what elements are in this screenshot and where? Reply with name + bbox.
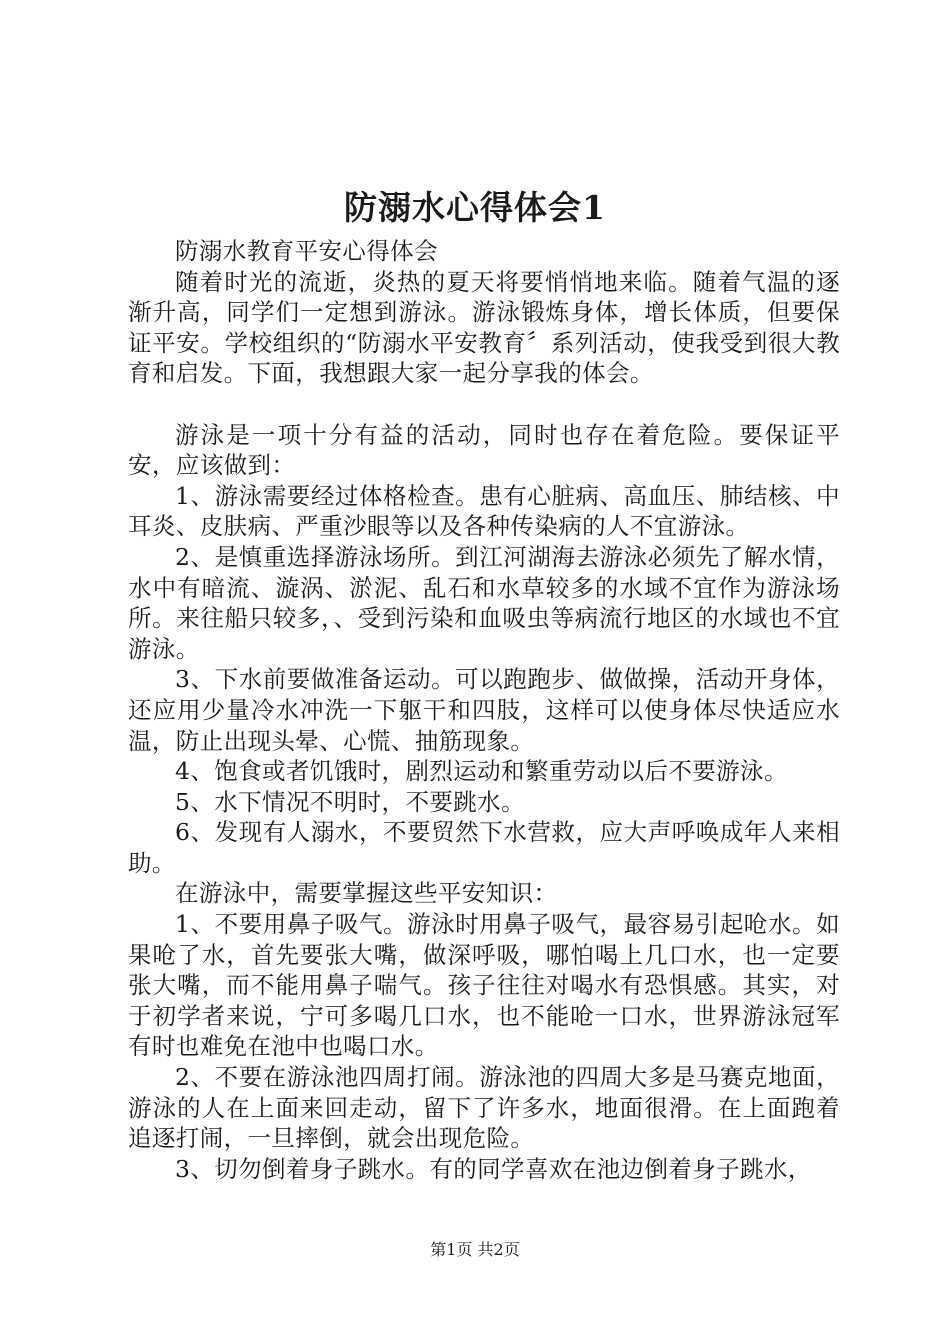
paragraph-item: 6、发现有人溺水，不要贸然下水营救，应大声呼唤成年人来相助。 [128,818,840,877]
document-body [128,236,840,1184]
paragraph-item: 4、饱食或者饥饿时，剧烈运动和繁重劳动以后不要游泳。 [175,757,788,786]
document-title: 防溺水心得体会1 [344,188,606,227]
paragraph-item: 5、水下情况不明时，不要跳水。 [175,787,525,816]
paragraph-item: 2、不要在游泳池四周打闹。游泳池的四周大多是马赛克地面，游泳的人在上面来回走动，留下了许多水，地面很滑。在上面跑着追逐打闹，一旦摔倒，就会出现危险。 [128,1063,840,1153]
paragraph-subtitle: 防溺水教育平安心得体会 [175,237,438,265]
paragraph-item: 3、切勿倒着身子跳水。有的同学喜欢在池边倒着身子跳水， [175,1154,812,1183]
paragraph-intro: 随着时光的流逝，炎热的夏天将要悄悄地来临。随着气温的逐渐升高，同学们一定想到游泳。游泳锻炼身体，增长体质，但要保证平安。学校组织的“防溺水平安教育〞系列活动，使我受到很大教育和启发。下面，我想跟大家一起分享我的体会。 [128,267,840,388]
paragraph-knowledge-lead: 在游泳中，需要掌握这些平安知识： [175,879,558,908]
paragraph-safety-lead: 游泳是一项十分有益的活动，同时也存在着危险。要保证平安，应该做到： [128,420,840,480]
page-number-footer: 第1页 共2页 [430,1240,520,1259]
paragraph-item: 1、不要用鼻子吸气。游泳时用鼻子吸气，最容易引起呛水。如果呛了水，首先要张大嘴，做深呼吸，哪怕喝上几口水，也一定要张大嘴，而不能用鼻子喘气。孩子往往对喝水有恐惧感。其实，对于初学者来说，宁可多喝几口水，也不能呛一口水，世界游泳冠军有时也难免在池中也喝口水。 [128,910,840,1061]
paragraph-item: 3、下水前要做准备运动。可以跑跑步、做做操，活动开身体，还应用少量冷水冲洗一下躯干和四肢，这样可以使身体尽快适应水温，防止出现头晕、心慌、抽筋现象。 [128,665,840,755]
paragraph-item: 2、是慎重选择游泳场所。到江河湖海去游泳必须先了解水情，水中有暗流、漩涡、淤泥、乱石和水草较多的水域不宜作为游泳场所。来往船只较多，、受到污染和血吸虫等病流行地区的水域也不宜游泳。 [128,542,840,663]
paragraph-item: 1、游泳需要经过体格检查。患有心脏病、高血压、肺结核、中耳炎、皮肤病、严重沙眼等以及各种传染病的人不宜游泳。 [128,481,840,541]
